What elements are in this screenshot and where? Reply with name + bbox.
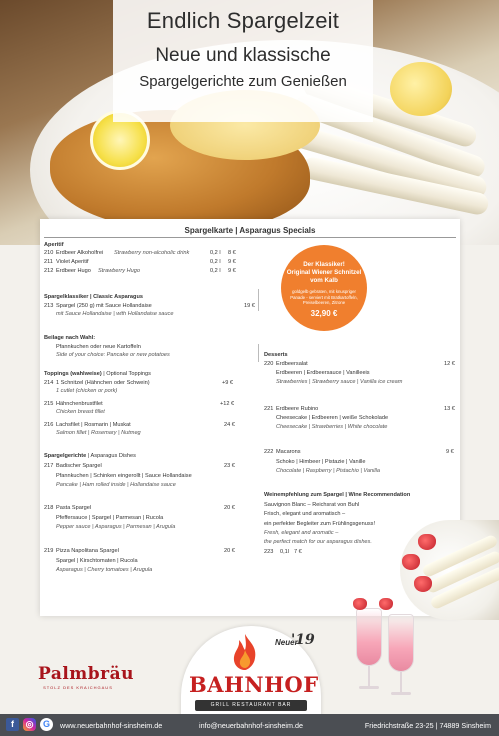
- item-number: 219: [44, 548, 54, 554]
- item-description: Erdbeeren | Erdbeersauce | Vanilleeis: [276, 370, 370, 376]
- section-heading: Aperitif: [44, 242, 64, 248]
- item-number: 217: [44, 463, 54, 469]
- section-heading: Beilage nach Wahl:: [44, 335, 96, 341]
- item-number: 213: [44, 303, 54, 309]
- palmbraeu-logo: [38, 664, 135, 690]
- strawberry: [402, 554, 420, 570]
- address: Friedrichstraße 23-25 | 74889 Sinsheim: [364, 721, 491, 730]
- item-price: 23 €: [224, 463, 235, 469]
- logo-name: BAHNHOF: [189, 672, 319, 697]
- item-name: Hähnchenbrustfilet: [56, 401, 103, 407]
- menu-card: [40, 219, 460, 616]
- wine-glass: [388, 614, 414, 672]
- item-price: 8 €: [228, 250, 236, 256]
- item-number: 220: [264, 361, 274, 367]
- wine-glass: [356, 608, 382, 666]
- item-name: Pizza Napolitana Spargel: [56, 548, 119, 554]
- website-link[interactable]: www.neuerbahnhof-sinsheim.de: [60, 721, 163, 730]
- item-description: Pfeffersauce | Spargel | Parmesan | Rucola: [56, 515, 164, 521]
- logo-year: '19: [291, 632, 315, 648]
- item-number: 212: [44, 268, 54, 274]
- item-english: Salmon fillet | Rosemary | Nutmeg: [56, 430, 141, 436]
- item-price: 20 €: [224, 548, 235, 554]
- glass-foot: [391, 692, 411, 695]
- divider: [258, 289, 259, 311]
- badge-price: 32,90 €: [310, 308, 338, 318]
- special-offer-badge: [281, 245, 367, 331]
- strawberry: [379, 598, 393, 610]
- page-title: Endlich Spargelzeit: [146, 8, 340, 33]
- social-icons: [6, 718, 53, 731]
- side-line-english: Side of your choice: Pancake or new potatoes: [56, 352, 170, 358]
- item-price: 12 €: [444, 361, 455, 367]
- badge-title: [281, 261, 367, 285]
- item-name: Erdbeere Rubino: [276, 406, 319, 412]
- item-number: 210: [44, 250, 54, 256]
- wine-line: Sauvignon Blanc – Reichsrat von Buhl: [264, 502, 360, 508]
- item-name: Violet Aperitif: [56, 259, 89, 265]
- item-volume: 0,2 l: [210, 268, 221, 274]
- strawberry: [418, 534, 436, 550]
- item-number: 211: [44, 259, 53, 265]
- item-description: Spargel | Kirschtomaten | Rucola: [56, 558, 138, 564]
- item-name: 1 Schnitzel (Hähnchen oder Schwein): [56, 380, 150, 386]
- item-name: Badischer Spargel: [56, 463, 102, 469]
- item-english: Strawberry non-alcoholic drink: [114, 250, 190, 256]
- flame-icon: [225, 632, 265, 672]
- item-volume: 0,1l: [280, 549, 290, 555]
- item-name: Spargel (250 g) mit Sauce Hollandaise: [56, 303, 152, 309]
- item-english: Cheesecake | Strawberries | White chocolate: [276, 424, 388, 430]
- item-price: 24 €: [224, 422, 235, 428]
- glass-foot: [359, 686, 379, 689]
- wine-line: ein perfekter Begleiter zum Frühlingsgenuss!: [264, 521, 375, 527]
- item-english: 1 cutlet (chicken or pork): [56, 388, 118, 394]
- item-english: mit Sauce Hollandaise | with Hollandaise sauce: [56, 311, 174, 317]
- badge-description-line: goldgelb gebraten, mit knuspriger: [292, 289, 356, 294]
- divider: [44, 237, 456, 238]
- item-price: 9 €: [228, 259, 236, 265]
- item-english: Strawberry Hugo: [98, 268, 140, 274]
- section-heading: Toppings (wahlweise) | Optional Toppings: [44, 371, 151, 377]
- side-line: Pfannkuchen oder neue Kartoffeln: [56, 344, 141, 350]
- palmbraeu-name: Palmbräu: [38, 664, 135, 684]
- glass-stem: [400, 672, 402, 694]
- item-price: +9 €: [222, 380, 234, 386]
- item-volume: 0,2 l: [210, 250, 221, 256]
- badge-title-line: Der Klassiker!: [303, 261, 345, 268]
- wine-line: Frisch, elegant und aromatisch –: [264, 511, 346, 517]
- item-price: 13 €: [444, 406, 455, 412]
- badge-title-line: Original Wiener Schnitzel: [286, 269, 362, 276]
- badge-title-line: vom Kalb: [310, 277, 338, 284]
- item-price: 9 €: [446, 449, 454, 455]
- section-heading: Spargelklassiker | Classic Asparagus: [44, 294, 143, 300]
- item-number: 214: [44, 380, 54, 386]
- glass-stem: [368, 666, 370, 688]
- item-price: 7 €: [294, 549, 302, 555]
- logo-tagline: GRILL RESTAURANT BAR: [195, 700, 307, 711]
- page-subtitle-2: Spargelgerichte zum Genießen: [139, 73, 347, 90]
- asparagus-photo: [400, 520, 499, 620]
- wine-line-english: the perfect match for our asparagus dishes.: [264, 539, 372, 545]
- badge-description-line: Panade - serviert mit Bratkartoffeln,: [290, 294, 358, 300]
- badge-description: [281, 289, 367, 306]
- item-name: Macarons: [276, 449, 301, 455]
- section-heading: Weinempfehlung zum Spargel | Wine Recommendation: [264, 492, 411, 498]
- potato: [390, 62, 452, 116]
- item-english: Asparagus | Cherry tomatoes | Arugula: [56, 567, 153, 573]
- facebook-icon[interactable]: f: [6, 718, 19, 731]
- item-english: Chocolate | Raspberry | Pistachio | Vanilla: [276, 468, 380, 474]
- section-heading: Desserts: [264, 352, 288, 358]
- item-name: Pasta Spargel: [56, 505, 92, 511]
- google-icon[interactable]: G: [40, 718, 53, 731]
- item-name: Erdbeersalat: [276, 361, 308, 367]
- item-price: 19 €: [244, 303, 255, 309]
- palmbraeu-tagline: STOLZ DES KRAICHGAUS: [43, 685, 113, 690]
- logo-neuer: Neuer: [275, 638, 298, 647]
- item-name: Lachsfilet | Rosmarin | Muskat: [56, 422, 131, 428]
- instagram-icon[interactable]: ◎: [23, 718, 36, 731]
- wine-line-english: Fresh, elegant and aromatic –: [264, 530, 339, 536]
- item-number: 221: [264, 406, 274, 412]
- divider: [258, 344, 259, 362]
- item-volume: 0,2 l: [210, 259, 221, 265]
- strawberry: [414, 576, 432, 592]
- page-subtitle: Neue und klassische: [155, 45, 331, 66]
- item-english: Pancake | Ham rolled inside | Hollandaise sauce: [56, 482, 176, 488]
- section-heading: Spargelgerichte | Asparagus Dishes: [44, 453, 136, 459]
- item-english: Chicken breast fillet: [56, 409, 105, 415]
- item-price: +12 €: [220, 401, 235, 407]
- strawberry: [353, 598, 367, 610]
- item-number: 216: [44, 422, 54, 428]
- footer: [0, 714, 499, 736]
- item-price: 9 €: [228, 268, 236, 274]
- title-box: [113, 0, 373, 122]
- badge-description-line: Preiselbeeren, Zitrone: [302, 300, 346, 306]
- item-english: Pepper sauce | Asparagus | Parmesan | Arugula: [56, 524, 176, 530]
- item-number: 223: [264, 549, 274, 555]
- item-name: Erdbeer Hugo: [56, 268, 91, 274]
- item-description: Cheesecake | Erdbeeren | weiße Schokolade: [276, 415, 389, 421]
- menu-heading: Spargelkarte | Asparagus Specials: [184, 226, 316, 235]
- item-number: 222: [264, 449, 274, 455]
- email-link[interactable]: info@neuerbahnhof-sinsheim.de: [199, 721, 303, 730]
- item-number: 215: [44, 401, 54, 407]
- item-number: 218: [44, 505, 54, 511]
- item-english: Strawberries | Strawberry sauce | Vanilla ice cream: [276, 379, 403, 385]
- item-description: Pfannkuchen | Schinken eingerollt | Sauce Hollandaise: [56, 473, 192, 479]
- item-name: Erdbeer Alkoholfrei: [56, 250, 104, 256]
- item-description: Schoko | Himbeer | Pistazie | Vanille: [276, 459, 366, 465]
- item-price: 20 €: [224, 505, 235, 511]
